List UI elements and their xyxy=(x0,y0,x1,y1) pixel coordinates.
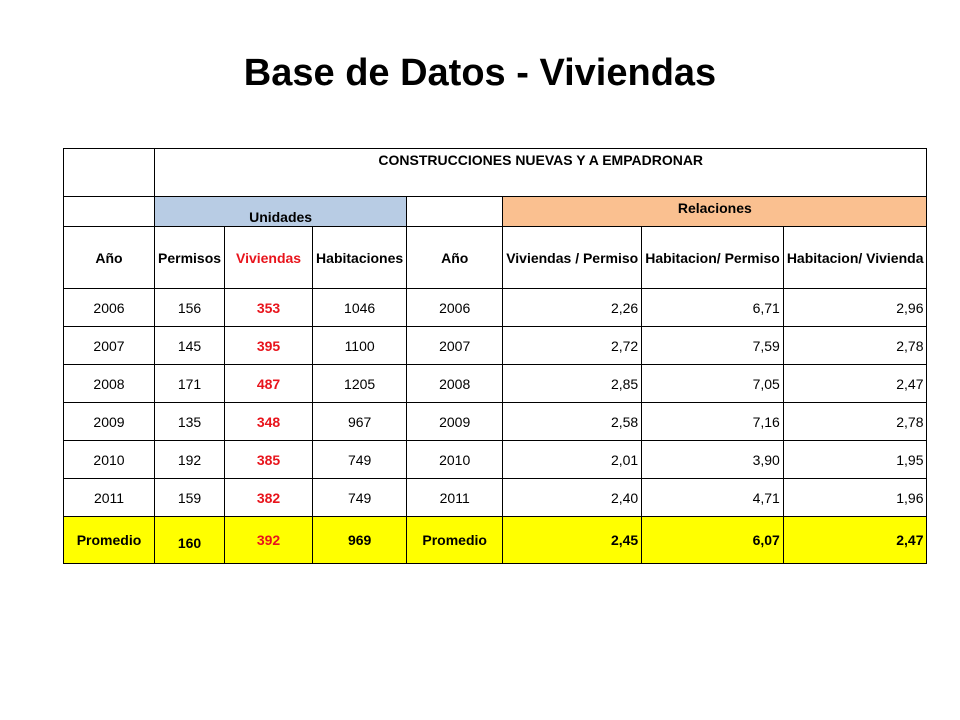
cell-permisos: 145 xyxy=(155,327,225,365)
cell-habitacion-vivienda: 2,47 xyxy=(783,365,927,403)
col-header-ano: Año xyxy=(64,227,155,289)
cell-habitaciones: 967 xyxy=(313,403,407,441)
cell-ano: 2008 xyxy=(64,365,155,403)
average-cell-ano-2: Promedio xyxy=(407,517,503,564)
cell-habitaciones: 1046 xyxy=(313,289,407,327)
table-row xyxy=(64,441,927,479)
cell-viviendas-permiso: 2,40 xyxy=(503,479,642,517)
cell-permisos: 156 xyxy=(155,289,225,327)
cell-permisos: 192 xyxy=(155,441,225,479)
cell-ano-2: 2008 xyxy=(407,365,503,403)
cell-viviendas-permiso: 2,85 xyxy=(503,365,642,403)
cell-viviendas: 382 xyxy=(225,479,313,517)
table-row xyxy=(64,479,927,517)
cell-viviendas-permiso: 2,26 xyxy=(503,289,642,327)
main-header: CONSTRUCCIONES NUEVAS Y A EMPADRONAR xyxy=(155,149,927,197)
cell-permisos: 159 xyxy=(155,479,225,517)
cell-viviendas-permiso: 2,58 xyxy=(503,403,642,441)
cell-ano: 2009 xyxy=(64,403,155,441)
average-cell-ano: Promedio xyxy=(64,517,155,564)
empty-cell xyxy=(64,197,155,227)
col-header-habitaciones: Habitaciones xyxy=(313,227,407,289)
average-cell-habitacion-permiso: 6,07 xyxy=(642,517,784,564)
cell-ano: 2011 xyxy=(64,479,155,517)
average-cell-habitaciones: 969 xyxy=(313,517,407,564)
cell-ano: 2010 xyxy=(64,441,155,479)
cell-habitaciones: 749 xyxy=(313,441,407,479)
cell-ano-2: 2011 xyxy=(407,479,503,517)
col-header-habitacion-vivienda: Habitacion/ Vivienda xyxy=(783,227,927,289)
col-header-habitacion-permiso: Habitacion/ Permiso xyxy=(642,227,784,289)
cell-permisos: 135 xyxy=(155,403,225,441)
col-header-viviendas: Viviendas xyxy=(225,227,313,289)
viviendas-table xyxy=(63,148,927,564)
cell-viviendas-permiso: 2,72 xyxy=(503,327,642,365)
group-header-row xyxy=(64,197,927,227)
cell-habitacion-vivienda: 2,78 xyxy=(783,403,927,441)
table-row xyxy=(64,327,927,365)
col-header-ano-2: Año xyxy=(407,227,503,289)
cell-habitacion-vivienda: 2,78 xyxy=(783,327,927,365)
cell-habitaciones: 749 xyxy=(313,479,407,517)
cell-ano: 2006 xyxy=(64,289,155,327)
cell-permisos: 171 xyxy=(155,365,225,403)
empty-cell xyxy=(407,197,503,227)
col-header-viviendas-permiso: Viviendas / Permiso xyxy=(503,227,642,289)
cell-habitacion-vivienda: 1,95 xyxy=(783,441,927,479)
slide-title: Base de Datos - Viviendas xyxy=(243,52,717,94)
average-cell-habitacion-vivienda: 2,47 xyxy=(783,517,927,564)
table-row xyxy=(64,365,927,403)
cell-habitacion-permiso: 6,71 xyxy=(642,289,784,327)
empty-cell xyxy=(64,149,155,197)
cell-viviendas: 487 xyxy=(225,365,313,403)
average-row xyxy=(64,517,927,564)
cell-habitaciones: 1205 xyxy=(313,365,407,403)
cell-habitacion-permiso: 7,59 xyxy=(642,327,784,365)
cell-viviendas: 395 xyxy=(225,327,313,365)
average-cell-permisos: 160 xyxy=(155,517,225,564)
cell-viviendas: 348 xyxy=(225,403,313,441)
cell-viviendas: 353 xyxy=(225,289,313,327)
cell-habitaciones: 1100 xyxy=(313,327,407,365)
cell-ano-2: 2010 xyxy=(407,441,503,479)
main-header-row xyxy=(64,149,927,197)
col-header-permisos: Permisos xyxy=(155,227,225,289)
table-row xyxy=(64,289,927,327)
cell-habitacion-permiso: 4,71 xyxy=(642,479,784,517)
cell-ano-2: 2006 xyxy=(407,289,503,327)
cell-habitacion-vivienda: 1,96 xyxy=(783,479,927,517)
column-header-row xyxy=(64,227,927,289)
cell-ano-2: 2009 xyxy=(407,403,503,441)
cell-habitacion-permiso: 3,90 xyxy=(642,441,784,479)
cell-ano-2: 2007 xyxy=(407,327,503,365)
cell-viviendas: 385 xyxy=(225,441,313,479)
average-cell-viviendas: 392 xyxy=(225,517,313,564)
cell-habitacion-permiso: 7,16 xyxy=(642,403,784,441)
table-row xyxy=(64,403,927,441)
cell-viviendas-permiso: 2,01 xyxy=(503,441,642,479)
group-unidades: Unidades xyxy=(155,197,407,227)
cell-ano: 2007 xyxy=(64,327,155,365)
group-relaciones: Relaciones xyxy=(503,197,927,227)
cell-habitacion-vivienda: 2,96 xyxy=(783,289,927,327)
cell-habitacion-permiso: 7,05 xyxy=(642,365,784,403)
average-cell-viviendas-permiso: 2,45 xyxy=(503,517,642,564)
